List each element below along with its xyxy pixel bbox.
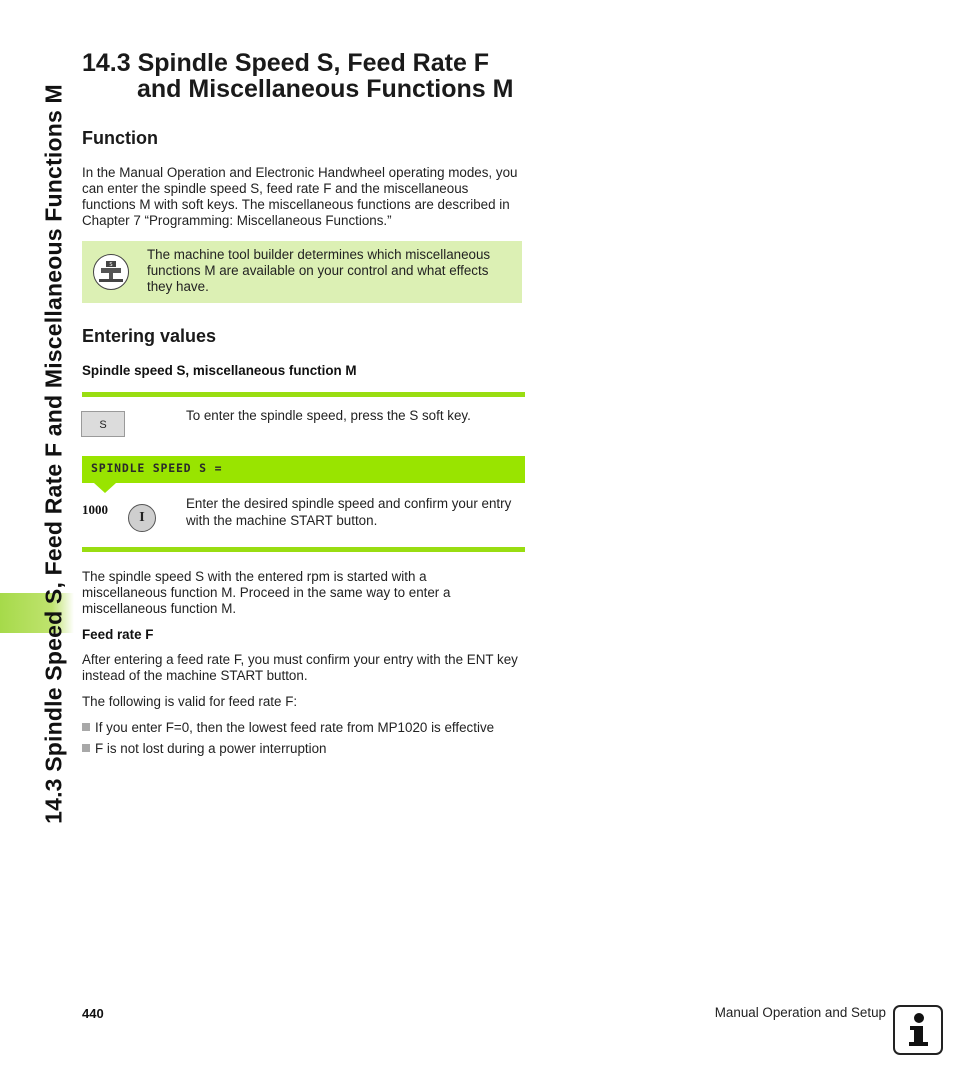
spindle-subheading: Spindle speed S, miscellaneous function M bbox=[82, 363, 357, 378]
entering-values-heading: Entering values bbox=[82, 326, 217, 346]
page-title bbox=[82, 50, 513, 102]
side-chapter-title: 14.3 Spindle Speed S, Feed Rate F and Miscellaneous Functions M bbox=[40, 84, 67, 824]
section-divider-bottom bbox=[82, 547, 525, 552]
function-heading: Function bbox=[82, 128, 158, 148]
footer-section-title: Manual Operation and Setup bbox=[714, 1005, 886, 1020]
page-title-line1: 14.3 Spindle Speed S, Feed Rate F bbox=[82, 49, 490, 77]
prompt-pointer-icon bbox=[94, 483, 116, 493]
feed-rate-heading: Feed rate F bbox=[82, 627, 154, 642]
list-item bbox=[82, 741, 326, 757]
info-icon bbox=[893, 1005, 943, 1055]
feed-rate-paragraph1: After entering a feed rate F, you must confirm your entry with the ENT key instead of the machine START button. bbox=[82, 652, 518, 683]
section-divider-top bbox=[82, 392, 525, 397]
note-box bbox=[82, 241, 522, 303]
svg-text:S: S bbox=[109, 262, 113, 268]
page-number: 440 bbox=[82, 1006, 104, 1021]
list-item bbox=[82, 720, 494, 736]
bullet-square-icon bbox=[82, 723, 90, 731]
spindle-speed-prompt-bar bbox=[82, 456, 525, 483]
machine-builder-icon bbox=[93, 254, 129, 290]
page-title-line2: and Miscellaneous Functions M bbox=[137, 75, 514, 103]
spindle-value-example: 1000 bbox=[82, 502, 108, 517]
spindle-speed-prompt: SPINDLE SPEED S = bbox=[91, 461, 223, 475]
feed-rate-paragraph2: The following is valid for feed rate F: bbox=[82, 694, 298, 709]
step2-text: Enter the desired spindle speed and confirm your entry with the machine START button. bbox=[186, 496, 512, 528]
note-text: The machine tool builder determines which miscellaneous functions M are available on your control and what effects they have. bbox=[147, 247, 491, 294]
spindle-after-paragraph: The spindle speed S with the entered rpm is started with a miscellaneous function M. Proceed in the same way to enter a miscellaneous function M. bbox=[82, 569, 451, 616]
bullet-square-icon bbox=[82, 744, 90, 752]
step1-text: To enter the spindle speed, press the S soft key. bbox=[186, 408, 471, 423]
function-paragraph: In the Manual Operation and Electronic Handwheel operating modes, you can enter the spindle speed S, feed rate F and the miscellaneous functions M with soft keys. The miscellaneous functions are described in Chapter 7 “Programming: Miscellaneous Functions.” bbox=[82, 165, 518, 228]
s-softkey[interactable]: S bbox=[81, 411, 125, 437]
bullet-text: If you enter F=0, then the lowest feed rate from MP1020 is effective bbox=[95, 720, 495, 735]
machine-start-button[interactable]: I bbox=[128, 504, 156, 532]
bullet-text: F is not lost during a power interruption bbox=[95, 741, 327, 756]
